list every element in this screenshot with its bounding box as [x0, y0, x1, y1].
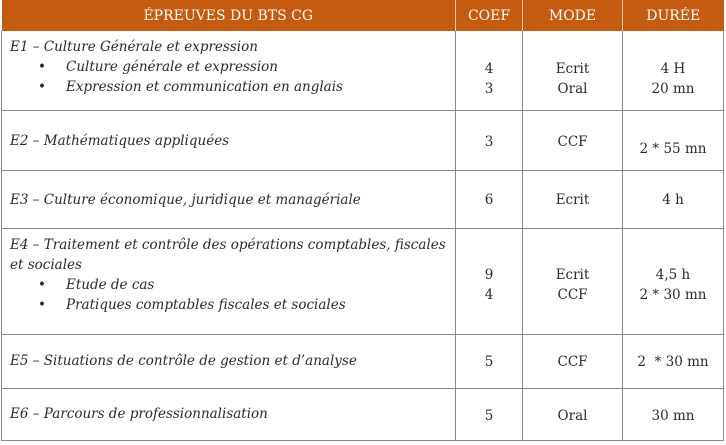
mode-value: CCF [557, 133, 588, 150]
coef-value: 3 [484, 133, 494, 150]
duree-cell [623, 170, 724, 228]
coef-cell [456, 388, 523, 440]
duree-value: 4,5 h [655, 266, 691, 283]
header-mode: MODE [523, 0, 623, 31]
list-item: • Etude de cas [66, 275, 451, 295]
duree-value: 2 * 55 mn [639, 140, 707, 157]
table-row [2, 110, 724, 170]
coef-cell [456, 110, 523, 170]
mode-cell [523, 228, 623, 334]
mode-cell [523, 334, 623, 388]
coef-cell [456, 228, 523, 334]
epreuve-cell [2, 31, 456, 110]
sub-list [10, 275, 451, 315]
duree-value: 2 * 30 mn [639, 286, 707, 303]
bts-cg-exams-table [1, 0, 724, 441]
header-epreuves: ÉPREUVES DU BTS CG [2, 0, 456, 31]
epreuve-cell [2, 170, 456, 228]
coef-cell [456, 334, 523, 388]
duree-cell [623, 388, 724, 440]
coef-value: 9 [484, 266, 494, 283]
mode-cell [523, 170, 623, 228]
epreuve-cell [2, 110, 456, 170]
mode-value: Ecrit [555, 266, 590, 283]
table-row [2, 334, 724, 388]
table-row [2, 31, 724, 110]
list-item: • Expression et communication en anglais [66, 77, 451, 97]
mode-value: Oral [557, 407, 588, 424]
mode-value: Ecrit [555, 61, 590, 77]
table-row [2, 170, 724, 228]
epreuve-title: E1 – Culture Générale et expression [10, 39, 258, 55]
table-row [2, 228, 724, 334]
coef-cell [456, 170, 523, 228]
duree-cell [623, 31, 724, 110]
coef-value: 3 [484, 81, 494, 97]
table-header-row [2, 0, 724, 31]
duree-cell [623, 228, 724, 334]
mode-cell [523, 388, 623, 440]
mode-value: Oral [557, 81, 588, 97]
coef-value: 5 [484, 407, 494, 424]
epreuve-title: E4 – Traitement et contrôle des opérations comptables, fiscales et sociales [10, 236, 446, 273]
sub-list [10, 57, 451, 97]
epreuve-title: E2 – Mathématiques appliquées [10, 132, 230, 149]
table-row [2, 388, 724, 440]
coef-value: 5 [484, 353, 494, 370]
duree-value: 20 mn [651, 81, 695, 97]
epreuve-title: E5 – Situations de contrôle de gestion et d’analyse [10, 352, 357, 369]
mode-value: Ecrit [555, 191, 590, 208]
duree-value: 4 H [660, 61, 686, 77]
list-item: • Culture générale et expression [66, 57, 451, 77]
epreuve-title: E6 – Parcours de professionnalisation [10, 405, 268, 422]
duree-cell [623, 334, 724, 388]
epreuve-title: E3 – Culture économique, juridique et managériale [10, 191, 361, 208]
header-coef: COEF [456, 0, 523, 31]
epreuve-cell [2, 334, 456, 388]
list-item: • Pratiques comptables fiscales et sociales [66, 295, 451, 315]
mode-value: CCF [557, 353, 588, 370]
coef-value: 6 [484, 191, 494, 208]
duree-value: 4 h [662, 191, 684, 208]
epreuve-cell [2, 388, 456, 440]
mode-cell [523, 110, 623, 170]
header-duree: DURÉE [623, 0, 724, 31]
epreuve-cell [2, 228, 456, 334]
duree-cell [623, 110, 724, 170]
duree-value: 2 * 30 mn [637, 353, 709, 370]
coef-value: 4 [484, 61, 494, 77]
coef-value: 4 [484, 286, 494, 303]
duree-value: 30 mn [651, 407, 695, 424]
mode-cell [523, 31, 623, 110]
coef-cell [456, 31, 523, 110]
mode-value: CCF [557, 286, 588, 303]
